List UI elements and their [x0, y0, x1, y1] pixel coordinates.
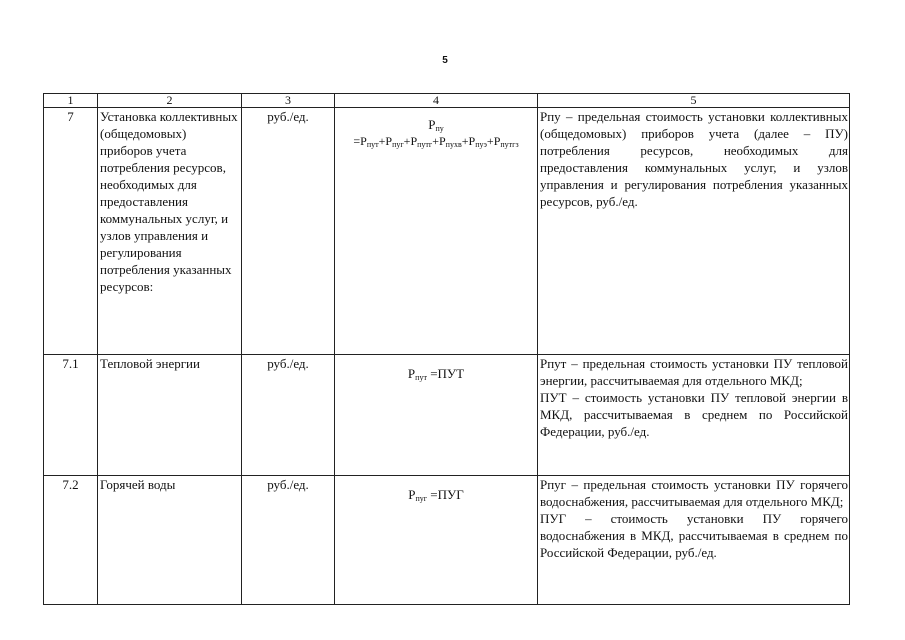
row-formula — [335, 108, 538, 355]
row-unit: руб./ед. — [242, 108, 335, 355]
column-header: 3 — [242, 94, 335, 108]
cost-table — [43, 93, 850, 605]
table-row — [44, 476, 850, 605]
column-header: 4 — [335, 94, 538, 108]
formula: $P_{пуг} =ПУГ$ — [408, 487, 464, 503]
description-line: ПУТ – стоимость установки ПУ тепловой энергии в МКД, рассчитываемая в среднем по Российской Федерации, руб./ед. — [540, 390, 848, 439]
row-description — [538, 476, 850, 605]
row-name: Горячей воды — [98, 476, 242, 605]
column-header: 2 — [98, 94, 242, 108]
row-formula — [335, 355, 538, 476]
table-row — [44, 355, 850, 476]
row-name: Установка коллективных (общедомовых) приборов учета потребления ресурсов, необходимых для предоставления коммунальных услуг, и узлов управления и регулирования потребления указанных ресурсов: — [98, 108, 242, 355]
row-description — [538, 355, 850, 476]
row-number: 7.2 — [44, 476, 98, 605]
column-header: 1 — [44, 94, 98, 108]
row-unit: руб./ед. — [242, 355, 335, 476]
formula: $P_{пут} =ПУТ$ — [407, 366, 465, 382]
table-row — [44, 108, 850, 355]
row-description: Pпу – предельная стоимость установки коллективных (общедомовых) приборов учета (далее – ПУ) потребления ресурсов, необходимых для предоставления коммунальных услуг, и узлов управления и регулирования потребления указанных ресурсов, руб./ед. — [538, 108, 850, 355]
row-number: 7.1 — [44, 355, 98, 476]
row-formula — [335, 476, 538, 605]
description-line: Pпут – предельная стоимость установки ПУ тепловой энергии, рассчитываемая для отдельного МКД; — [540, 356, 848, 388]
page-number: 5 — [442, 55, 448, 66]
description-line: ПУГ – стоимость установки ПУ горячего водоснабжения в МКД, рассчитываемая в среднем по Российской Федерации, руб./ед. — [540, 511, 848, 560]
formula-lhs: $P_{пу}$ — [428, 117, 444, 133]
row-name: Тепловой энергии — [98, 355, 242, 476]
description-line: Pпуг – предельная стоимость установки ПУ горячего водоснабжения, рассчитываемая для отдельного МКД; — [540, 477, 848, 509]
row-unit: руб./ед. — [242, 476, 335, 605]
formula-rhs: $=P_{пут}+P_{пуг}+P_{путг}+P_{пухв}+P_{пуэ}+P_{путгз}$ — [353, 134, 519, 149]
row-number: 7 — [44, 108, 98, 355]
column-header: 5 — [538, 94, 850, 108]
table-header-row — [44, 94, 850, 108]
